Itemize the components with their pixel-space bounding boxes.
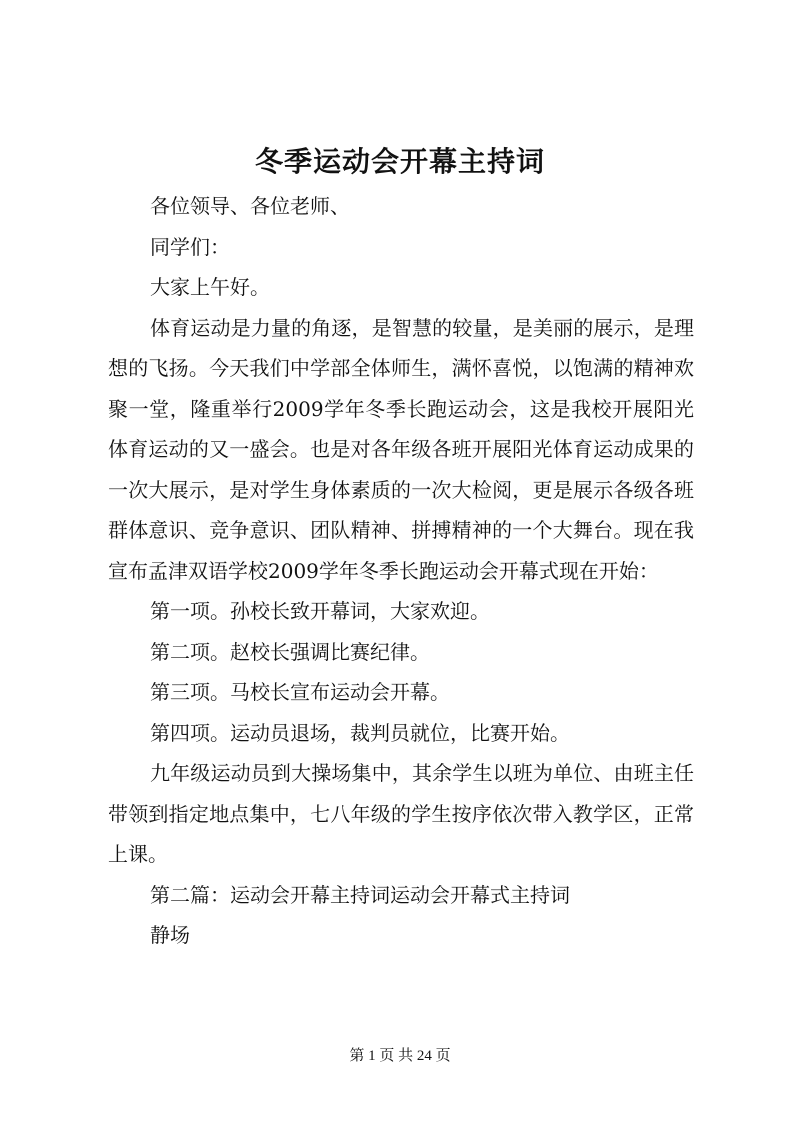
paragraph-item-2: 第二项。赵校长强调比赛纪律。 — [150, 639, 430, 664]
paragraph-instructions: 九年级运动员到大操场集中，其余学生以班为单位、由班主任带领到指定地点集中，七八年级的学生按序依次带入教学区，正常上课。 — [108, 761, 694, 866]
paragraph-quiet: 静场 — [150, 923, 190, 947]
paragraph-section-two-heading: 第二篇：运动会开幕主持词运动会开幕式主持词 — [150, 882, 570, 907]
paragraph-opening-speech: 体育运动是力量的角逐，是智慧的较量，是美丽的展示，是理想的飞扬。今天我们中学部全体师生，满怀喜悦，以饱满的精神欢聚一堂，隆重举行2009学年冬季长跑运动会，这是我校开展阳光体育运动的又一盛会。也是对各年级各班开展阳光体育运动成果的一次大展示，是对学生身体素质的一次大检阅，更是展示各级各班群体意识、竞争意识、团队精神、拼搏精神的一个大舞台。现在我宣布孟津双语学校2009学年冬季长跑运动会开幕式现在开始： — [108, 315, 694, 583]
paragraph-item-4: 第四项。运动员退场，裁判员就位，比赛开始。 — [150, 720, 570, 745]
paragraph-greeting-leaders: 各位领导、各位老师、 — [150, 194, 350, 218]
page-number-footer: 第 1 页 共 24 页 — [349, 1048, 451, 1064]
paragraph-good-morning: 大家上午好。 — [150, 275, 270, 299]
document-title: 冬季运动会开幕主持词 — [254, 145, 545, 178]
paragraph-item-3: 第三项。马校长宣布运动会开幕。 — [150, 680, 450, 704]
paragraph-item-1: 第一项。孙校长致开幕词，大家欢迎。 — [150, 599, 490, 623]
document-body — [108, 186, 694, 956]
paragraph-greeting-students: 同学们： — [150, 234, 230, 259]
